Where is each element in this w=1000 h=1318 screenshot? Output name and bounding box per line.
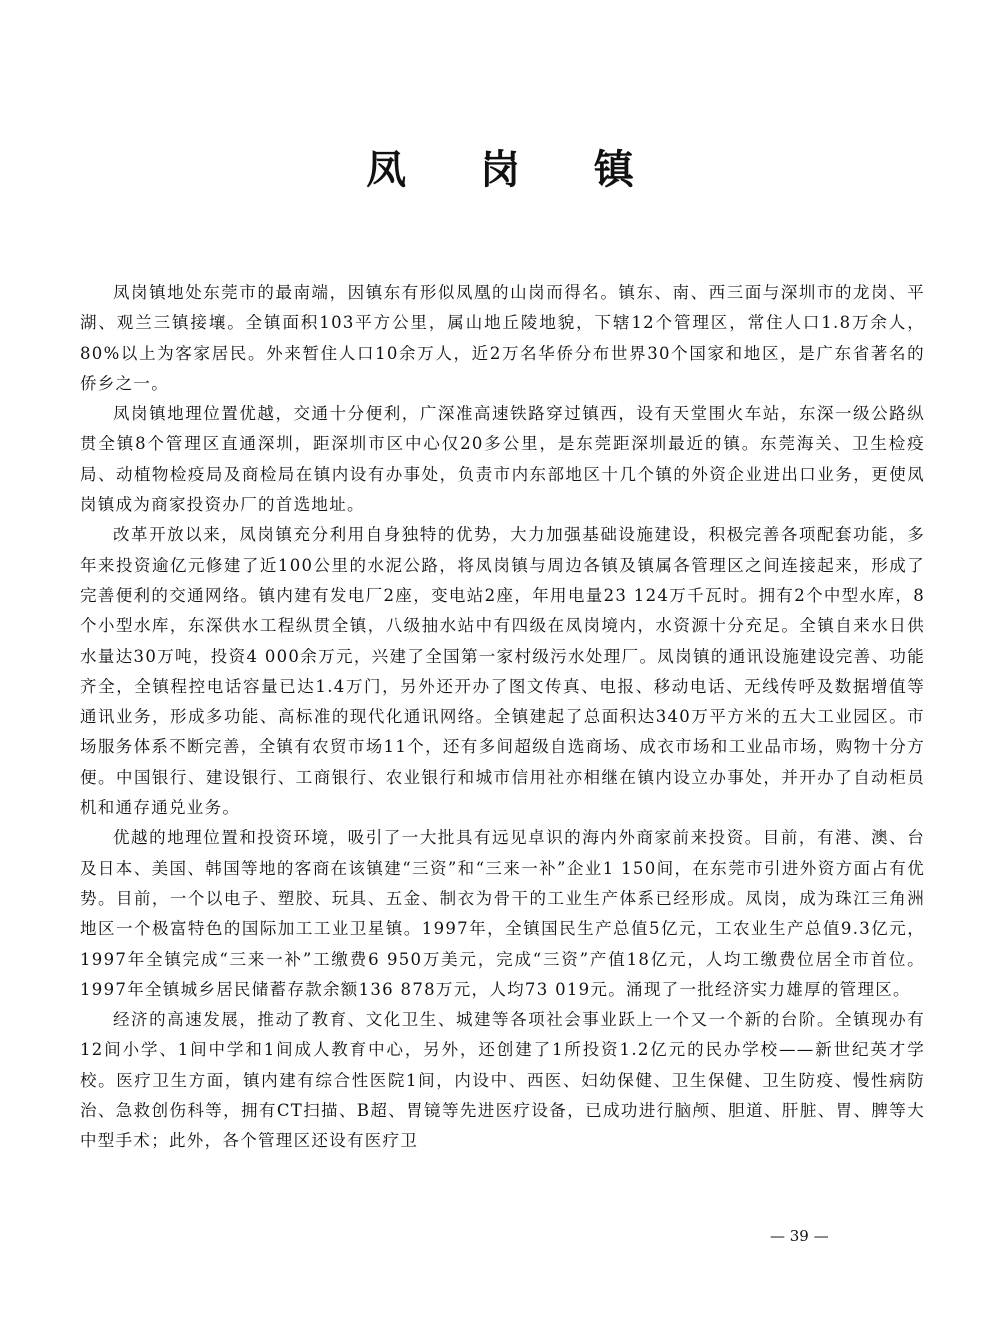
paragraph-transport: 凤岗镇地理位置优越，交通十分便利，广深准高速铁路穿过镇西，设有天堂围火车站，东深一级公路纵贯全镇8个管理区直通深圳，距深圳市区中心仅20多公里，是东莞距深圳最近的镇。东莞海关、卫生检疫局、动植物检疫局及商检局在镇内设有办事处，负责市内东部地区十几个镇的外资企业进出口业务，更使凤岗镇成为商家投资办厂的首选地址。 [80, 404, 925, 515]
paragraph-location: 凤岗镇地处东莞市的最南端，因镇东有形似凤凰的山岗而得名。镇东、南、西三面与深圳市的龙岗、平湖、观兰三镇接壤。全镇面积103平方公里，属山地丘陵地貌，下辖12个管理区，常住人口1.8万余人，80%以上为客家居民。外来暂住人口10余万人，近2万名华侨分布世界30个国家和地区，是广东省著名的侨乡之一。 [80, 283, 925, 393]
paragraph-infrastructure: 改革开放以来，凤岗镇充分利用自身独特的优势，大力加强基础设施建设，积极完善各项配套功能，多年来投资逾亿元修建了近100公里的水泥公路，将凤岗镇与周边各镇及镇属各管理区之间连接起来，形成了完善便利的交通网络。镇内建有发电厂2座，变电站2座，年用电量23 124万千瓦时。拥有2个中型水库，8个小型水库，东深供水工程纵贯全镇，八级抽水站中有四级在凤岗境内，水资源十分充足。全镇自来水日供水量达30万吨，投资4 000余万元，兴建了全国第一家村级污水处理厂。凤岗镇的通讯设施建设完善、功能齐全，全镇程控电话容量已达1.4万门，另外还开办了图文传真、电报、移动电话、无线传呼及数据增值等通讯业务，形成多功能、高标准的现代化通讯网络。全镇建起了总面积达340万平方米的五大工业园区。市场服务体系不断完善，全镇有农贸市场11个，还有多间超级自选商场、成衣市场和工业品市场，购物十分方便。中国银行、建设银行、工商银行、农业银行和城市信用社亦相继在镇内设立办事处，并开办了自动柜员机和通存通兑业务。 [80, 525, 925, 818]
page-number: — 39 — [770, 1227, 829, 1245]
paragraph-social: 经济的高速发展，推动了教育、文化卫生、城建等各项社会事业跃上一个又一个新的台阶。全镇现办有12间小学、1间中学和1间成人教育中心，另外，还创建了1所投资1.2亿元的民办学校——新世纪英才学校。医疗卫生方面，镇内建有综合性医院1间，内设中、西医、妇幼保健、卫生保健、卫生防疫、慢性病防治、急救创伤科等，拥有CT扫描、B超、胃镜等先进医疗设备，已成功进行脑颅、胆道、肝脏、胃、脾等大中型手术；此外，各个管理区还设有医疗卫 [80, 1010, 925, 1151]
paragraph-investment: 优越的地理位置和投资环境，吸引了一大批具有远见卓识的海内外商家前来投资。目前，有港、澳、台及日本、美国、韩国等地的客商在该镇建“三资”和“三来一补”企业1 150间，在东莞市引进外资方面占有优势。目前，一个以电子、塑胶、玩具、五金、制衣为骨干的工业生产体系已经形成。凤岗，成为珠江三角洲地区一个极富特色的国际加工工业卫星镇。1997年，全镇国民生产总值5亿元，工农业生产总值9.3亿元，1997年全镇完成“三来一补”工缴费6 950万美元，完成“三资”产值18亿元，人均工缴费位居全市首位。1997年全镇城乡居民储蓄存款余额136 878万元，人均73 019元。涌现了一批经济实力雄厚的管理区。 [80, 828, 925, 999]
page-title: 凤 岗 镇 [366, 146, 664, 193]
body-text [80, 278, 925, 1157]
